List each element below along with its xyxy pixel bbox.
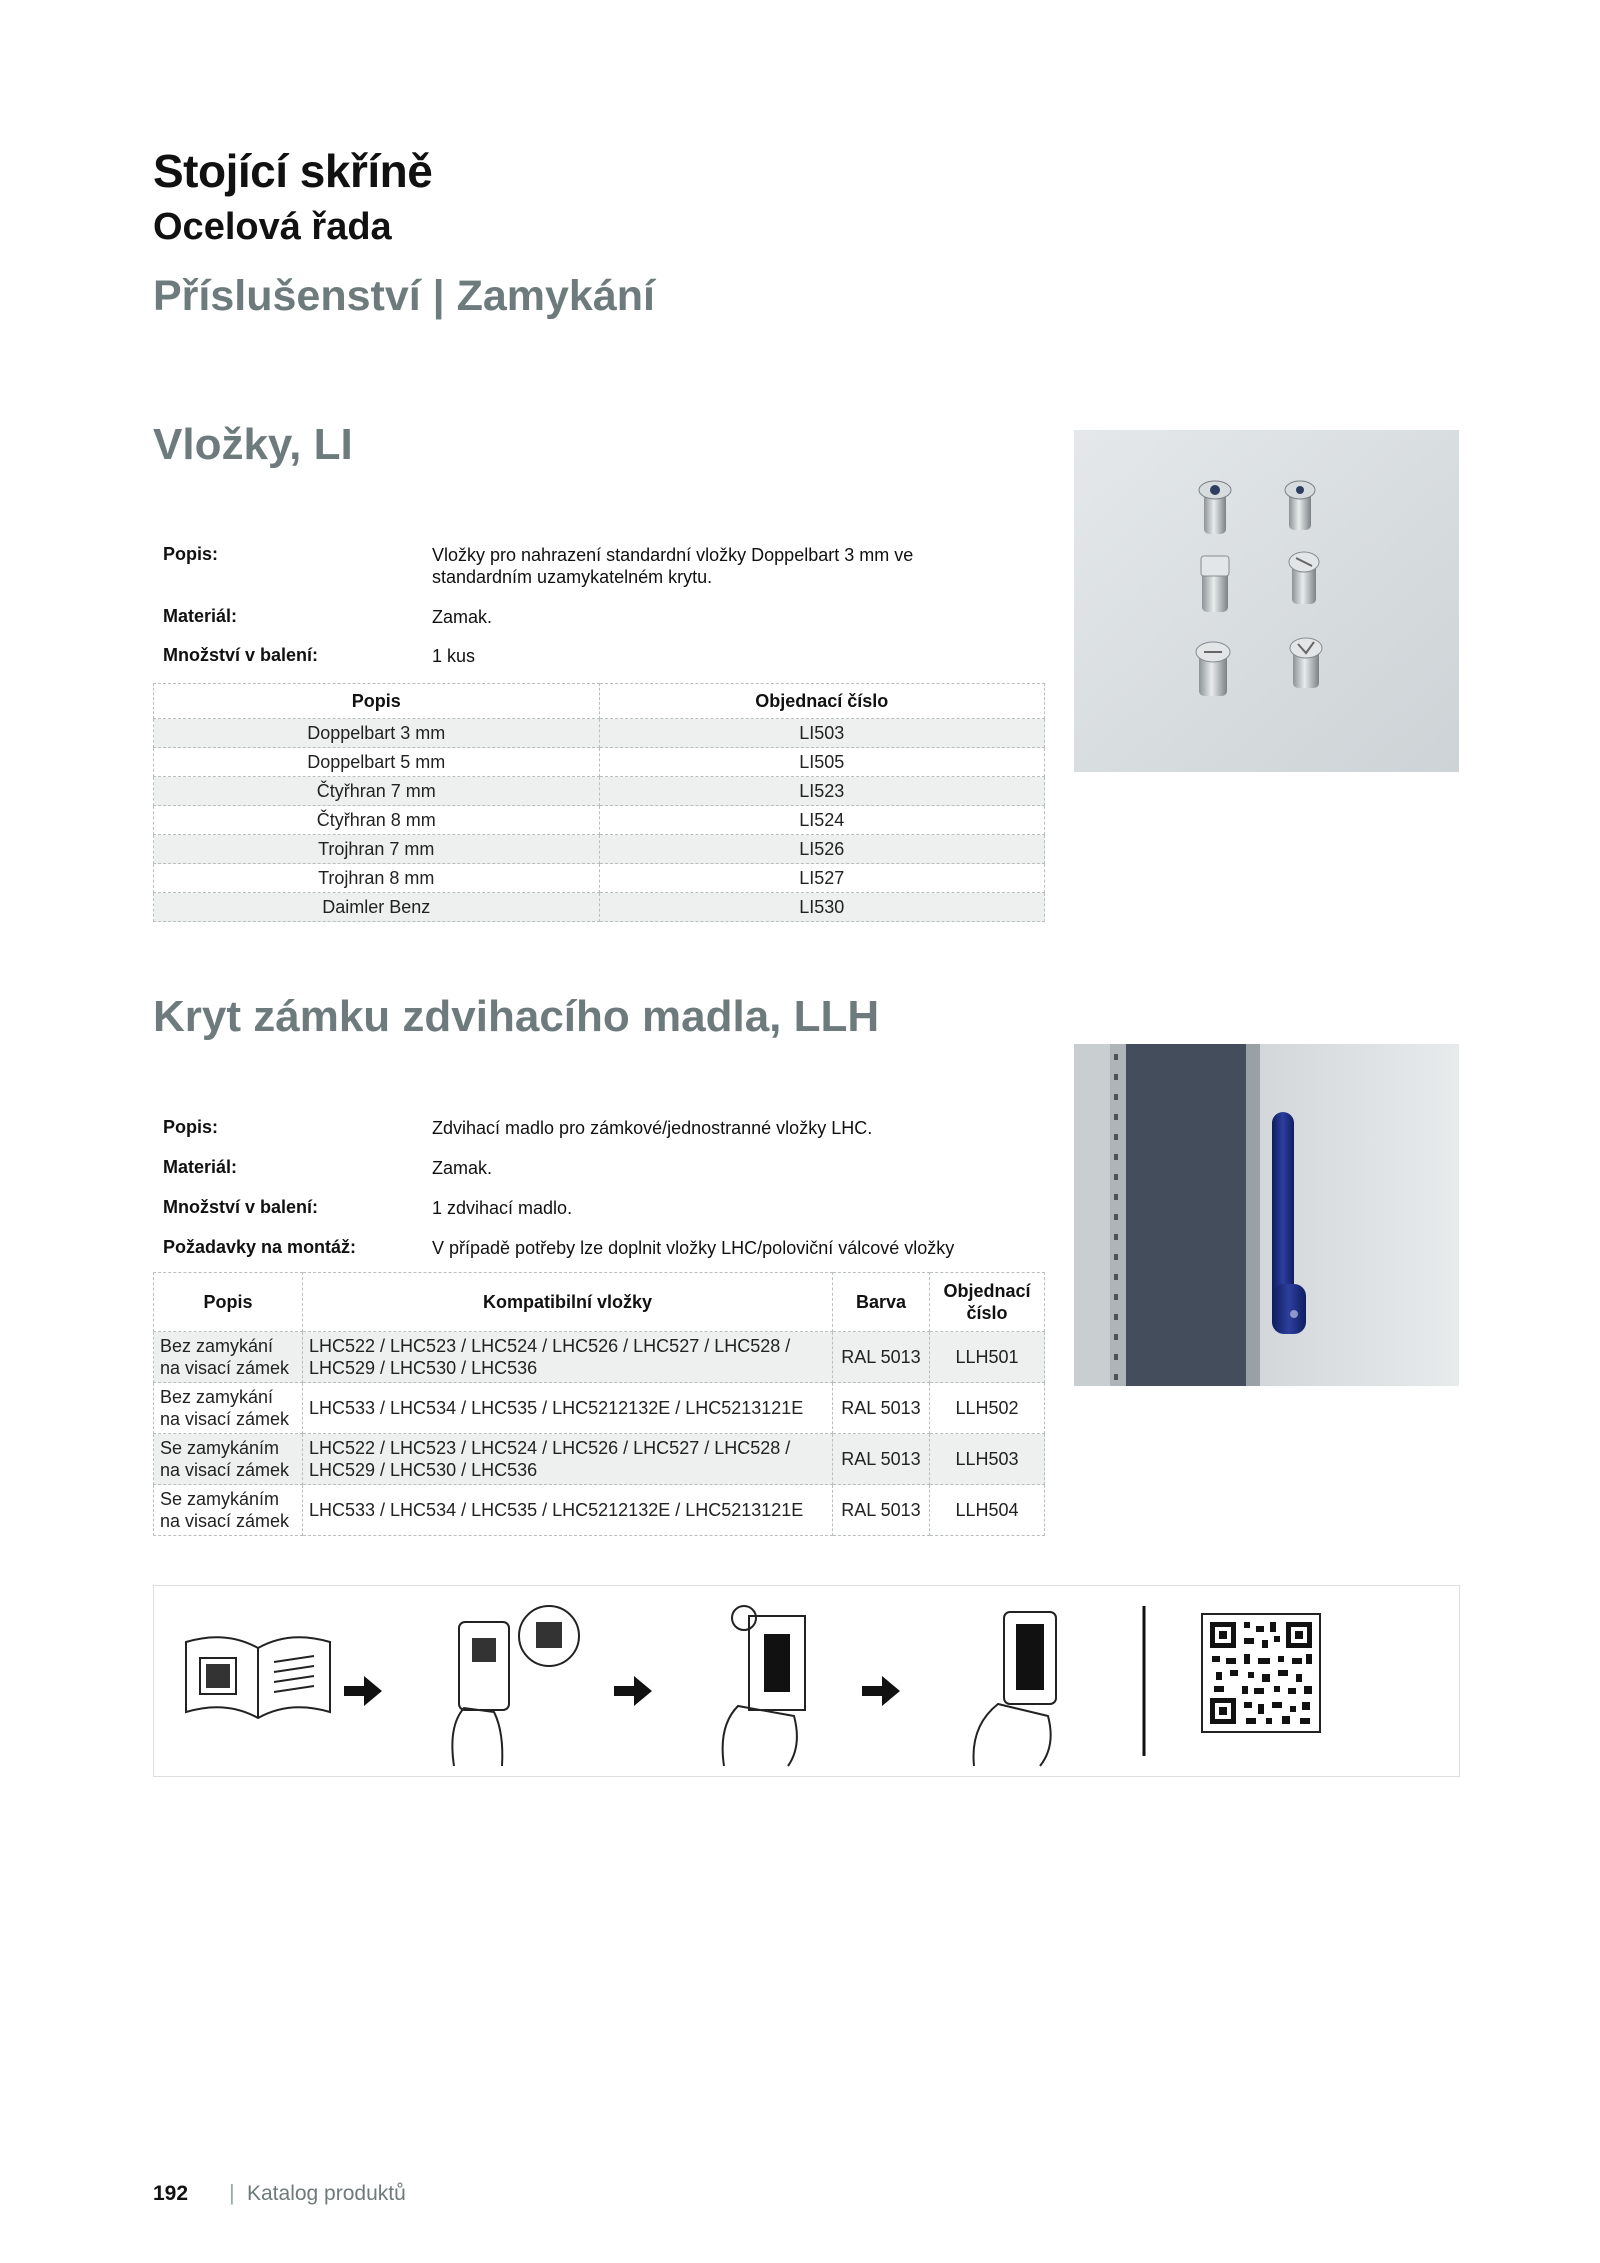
table-row (154, 835, 1045, 864)
cell-order-number: LLH502 (930, 1383, 1045, 1434)
handle-image (1074, 1044, 1459, 1386)
column-header: Kompatibilní vložky (303, 1273, 833, 1332)
property-value: Zamak. (432, 607, 493, 627)
qr-code-icon (1202, 1614, 1320, 1732)
page-title: Stojící skříně (153, 145, 433, 197)
property-value: 1 zdvihací madlo. (432, 1198, 573, 1218)
table-row (154, 719, 1045, 748)
table-row (154, 864, 1045, 893)
cell-order-number: LI524 (599, 806, 1045, 835)
property-label: Materiál: (163, 606, 238, 626)
column-header: Popis (154, 684, 600, 719)
column-header: Objednací číslo (930, 1273, 1045, 1332)
llh-order-table (153, 1272, 1045, 1536)
section-title-li: Vložky, LI (153, 420, 353, 469)
qr-instructions-panel (153, 1585, 1460, 1777)
table-row (154, 777, 1045, 806)
category-heading: Příslušenství | Zamykání (153, 272, 655, 320)
inserts-image (1074, 430, 1459, 772)
cell-color: RAL 5013 (833, 1332, 930, 1383)
table-row (154, 748, 1045, 777)
property-label: Množství v balení: (163, 645, 319, 665)
page-subtitle: Ocelová řada (153, 206, 392, 248)
property-label: Popis: (163, 544, 219, 564)
cell-description: Trojhran 7 mm (154, 835, 600, 864)
table-row (154, 893, 1045, 922)
cell-description: Doppelbart 5 mm (154, 748, 600, 777)
table-row (154, 1434, 1045, 1485)
cell-description: Bez zamykání na visací zámek (154, 1383, 303, 1434)
cell-order-number: LI523 (599, 777, 1045, 806)
column-header: Barva (833, 1273, 930, 1332)
property-value: Zamak. (432, 1158, 493, 1178)
table-row (154, 1485, 1045, 1536)
cell-description: Daimler Benz (154, 893, 600, 922)
cell-order-number: LLH504 (930, 1485, 1045, 1536)
cell-description: Čtyřhran 7 mm (154, 777, 600, 806)
cell-order-number: LI505 (599, 748, 1045, 777)
cell-compatible-inserts: LHC522 / LHC523 / LHC524 / LHC526 / LHC527 / LHC528 / LHC529 / LHC530 / LHC536 (303, 1332, 833, 1383)
cell-compatible-inserts: LHC522 / LHC523 / LHC524 / LHC526 / LHC527 / LHC528 / LHC529 / LHC530 / LHC536 (303, 1434, 833, 1485)
footer-separator: | (229, 2180, 235, 2205)
cell-description: Trojhran 8 mm (154, 864, 600, 893)
cell-description: Čtyřhran 8 mm (154, 806, 600, 835)
cell-order-number: LI503 (599, 719, 1045, 748)
cell-order-number: LI527 (599, 864, 1045, 893)
phone-video-icon (723, 1606, 805, 1766)
property-label: Materiál: (163, 1157, 238, 1177)
li-properties (163, 544, 963, 674)
cell-description: Se zamykáním na visací zámek (154, 1485, 303, 1536)
arrow-icons (344, 1676, 900, 1706)
cell-description: Se zamykáním na visací zámek (154, 1434, 303, 1485)
cell-description: Bez zamykání na visací zámek (154, 1332, 303, 1383)
property-value: 1 kus (432, 646, 476, 666)
property-label: Množství v balení: (163, 1197, 319, 1217)
cell-compatible-inserts: LHC533 / LHC534 / LHC535 / LHC5212132E / LHC5213121E (303, 1485, 833, 1536)
cell-order-number: LLH503 (930, 1434, 1045, 1485)
cell-description: Doppelbart 3 mm (154, 719, 600, 748)
page-number: 192 (153, 2182, 189, 2205)
property-value: Zdvihací madlo pro zámkové/jednostranné vložky LHC. (432, 1118, 873, 1138)
cell-order-number: LI526 (599, 835, 1045, 864)
footer-catalog-label: Katalog produktů (247, 2182, 406, 2205)
table-row (154, 1332, 1045, 1383)
llh-properties (163, 1117, 1023, 1257)
cell-color: RAL 5013 (833, 1383, 930, 1434)
property-label: Popis: (163, 1117, 219, 1137)
table-row (154, 1383, 1045, 1434)
cell-order-number: LI530 (599, 893, 1045, 922)
section-title-llh: Kryt zámku zdvihacího madla, LLH (153, 992, 880, 1041)
product-photo-handle (1074, 1044, 1459, 1386)
property-value: Vložky pro nahrazení standardní vložky Doppelbart 3 mm ve standardním uzamykatelném krytu. (432, 545, 914, 587)
cell-color: RAL 5013 (833, 1434, 930, 1485)
table-row (154, 806, 1045, 835)
property-value: V případě potřeby lze doplnit vložky LHC/poloviční válcové vložky (432, 1238, 955, 1258)
table-header-row (154, 1273, 1045, 1332)
cell-compatible-inserts: LHC533 / LHC534 / LHC535 / LHC5212132E / LHC5213121E (303, 1383, 833, 1434)
property-label: Požadavky na montáž: (163, 1237, 357, 1257)
column-header: Popis (154, 1273, 303, 1332)
table-header-row (154, 684, 1045, 719)
cell-color: RAL 5013 (833, 1485, 930, 1536)
column-header: Objednací číslo (599, 684, 1045, 719)
cell-order-number: LLH501 (930, 1332, 1045, 1383)
product-photo-inserts (1074, 430, 1459, 772)
li-order-table (153, 683, 1045, 922)
qr-instructions-illustration (154, 1586, 1459, 1776)
